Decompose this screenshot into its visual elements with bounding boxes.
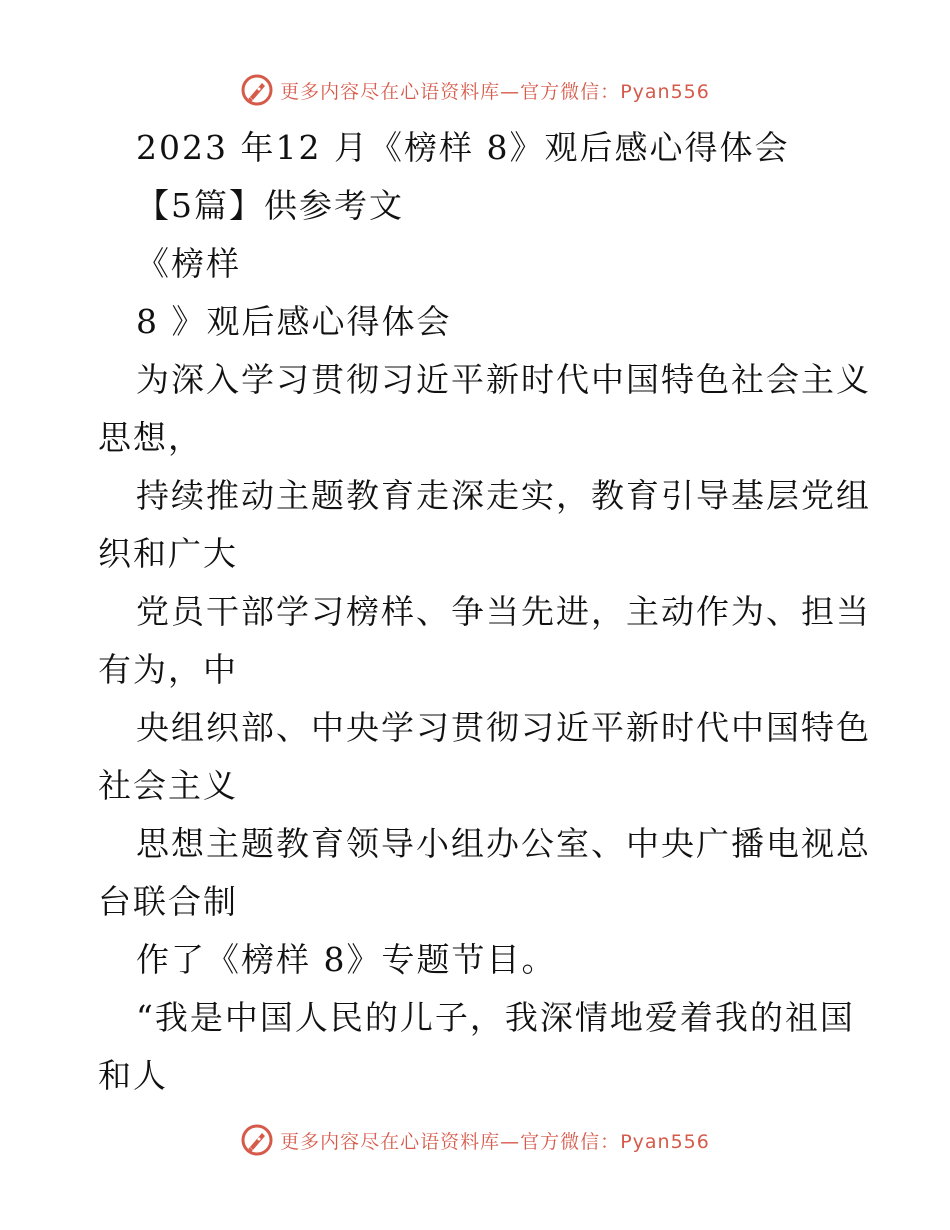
text-line: 为深入学习贯彻习近平新时代中国特色社会主义 xyxy=(136,360,871,399)
text-line: 持续推动主题教育走深走实，教育引导基层党组 xyxy=(136,476,871,515)
watermark-text: 更多内容尽在心语资料库—官方微信：Pyan556 xyxy=(280,80,710,103)
text-line: 思想， xyxy=(98,418,203,457)
text-line: 党员干部学习榜样、争当先进，主动作为、担当 xyxy=(136,592,871,631)
text-line: 织和广大 xyxy=(98,534,238,573)
document-subtitle: 【5篇】供参考文 xyxy=(136,186,404,225)
document-title: 2023 年12 月《榜样 8》观后感心得体会 xyxy=(136,128,790,167)
text-line: 央组织部、中央学习贯彻习近平新时代中国特色 xyxy=(136,708,871,747)
text-line: 思想主题教育领导小组办公室、中央广播电视总 xyxy=(136,824,871,863)
pen-nib-logo-icon xyxy=(240,73,274,107)
text-line: 和人 xyxy=(98,1056,168,1095)
text-line: 台联合制 xyxy=(98,882,238,921)
watermark-text: 更多内容尽在心语资料库—官方微信：Pyan556 xyxy=(280,1130,710,1153)
text-line: “我是中国人民的儿子，我深情地爱着我的祖国 xyxy=(136,998,855,1037)
text-line: 作了《榜样 8》专题节目。 xyxy=(136,940,557,979)
text-line: 有为，中 xyxy=(98,650,238,689)
text-line: 社会主义 xyxy=(98,766,238,805)
header-watermark xyxy=(0,70,950,110)
text-line: 《榜样 xyxy=(136,244,241,283)
text-line: 8 》观后感心得体会 xyxy=(136,302,452,341)
pen-nib-logo-icon xyxy=(240,1123,274,1157)
footer-watermark xyxy=(0,1120,950,1160)
